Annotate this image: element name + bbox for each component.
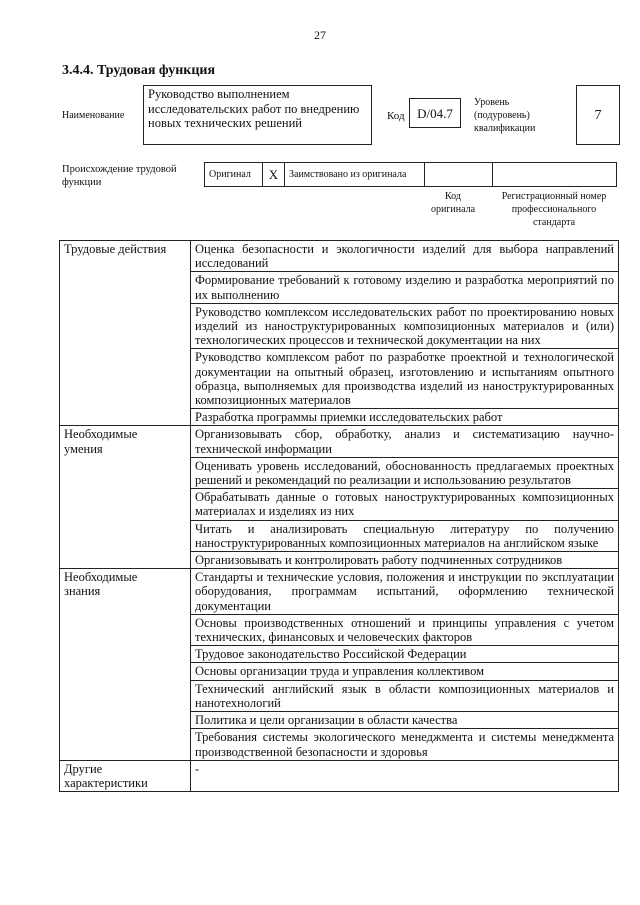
other-label-line: Другие	[64, 761, 103, 776]
skill-item: Читать и анализировать специальную литературу по получению наноструктурированных композиционных материалов на английском языке	[191, 520, 619, 551]
action-item: Руководство комплексом исследовательских работ по проектированию новых изделий из наноструктурированных композиционных материалов и (или) технологических процессов и технической документации на них	[191, 303, 619, 349]
other-label	[60, 760, 191, 791]
level-label-line: квалификации	[474, 123, 536, 134]
level-box: 7	[576, 85, 620, 145]
other-label-line: характеристики	[64, 775, 148, 790]
level-label	[474, 96, 535, 135]
actions-label: Трудовые действия	[60, 241, 191, 426]
page-number: 27	[314, 28, 326, 42]
knowledge-item: Стандарты и технические условия, положения и инструкции по эксплуатации оборудования, программам испытаний, оформлению технической документации	[191, 569, 619, 615]
caption-line: Код	[445, 191, 461, 202]
code-label: Код	[387, 110, 405, 122]
skill-item: Оценивать уровень исследований, обоснованность предлагаемых проектных решений и рекомендаций по реализации и использованию результатов	[191, 457, 619, 488]
function-table	[59, 240, 619, 792]
original-mark: X	[263, 163, 285, 187]
origin-code-caption	[418, 190, 488, 216]
origin-label: Происхождение трудовой функции	[62, 164, 177, 188]
caption-line: Регистрационный номер	[501, 191, 607, 202]
reg-number-caption	[494, 190, 614, 229]
reg-number-cell	[493, 163, 617, 187]
caption-line: стандарта	[532, 217, 576, 228]
knowledge-item: Требования системы экологического менеджмента и системы менеджмента производственной безопасности и здоровья	[191, 729, 619, 760]
knowledge-item: Основы производственных отношений и принципы управления с учетом технических, финансовых и человеческих факторов	[191, 614, 619, 645]
knowledge-item: Политика и цели организации в области качества	[191, 712, 619, 729]
action-item: Оценка безопасности и экологичности изделий для выбора направлений исследований	[191, 241, 619, 272]
knowledge-item: Трудовое законодательство Российской Федерации	[191, 646, 619, 663]
skill-item: Организовывать сбор, обработку, анализ и систематизацию научно-технической информации	[191, 426, 619, 457]
knowledge-label-line: знания	[64, 584, 101, 599]
origin-table	[204, 162, 617, 187]
action-item: Руководство комплексом работ по разработке проектной и технологической документации на опытный образец, изготовлению и испытаниям опытного образца, выполняемых для производства изделий из наноструктурированных композиционных материалов	[191, 349, 619, 409]
knowledge-item: Основы организации труда и управления коллективом	[191, 663, 619, 680]
code-box: D/04.7	[409, 98, 461, 128]
action-item: Формирование требований к готовому изделию и разработка мероприятий по их выполнению	[191, 272, 619, 303]
function-name-box: Руководство выполнением исследовательских работ по внедрению новых технических решений	[143, 85, 372, 145]
skill-item: Организовывать и контролировать работу подчиненных сотрудников	[191, 552, 619, 569]
other-value: -	[191, 760, 619, 791]
origin-code-cell	[425, 163, 493, 187]
borrowed-cell: Заимствовано из оригинала	[285, 163, 425, 187]
caption-line: оригинала	[430, 204, 476, 215]
knowledge-label	[60, 569, 191, 760]
level-label-line: (подуровень)	[474, 110, 530, 121]
original-cell: Оригинал	[205, 163, 263, 187]
skills-label-line: Необходимые	[64, 427, 138, 442]
caption-line: профессионального	[511, 204, 597, 215]
skills-label-line: умения	[64, 441, 103, 456]
action-item: Разработка программы приемки исследовательских работ	[191, 409, 619, 426]
section-title: 3.4.4. Трудовая функция	[62, 63, 216, 78]
level-label-line: Уровень	[474, 97, 510, 108]
knowledge-label-line: Необходимые	[64, 570, 138, 585]
knowledge-item: Технический английский язык в области композиционных материалов и нанотехнологий	[191, 680, 619, 711]
name-label: Наименование	[62, 110, 125, 121]
skills-label	[60, 426, 191, 569]
skill-item: Обрабатывать данные о готовых наноструктурированных композиционных материалах и изделиях из них	[191, 489, 619, 520]
